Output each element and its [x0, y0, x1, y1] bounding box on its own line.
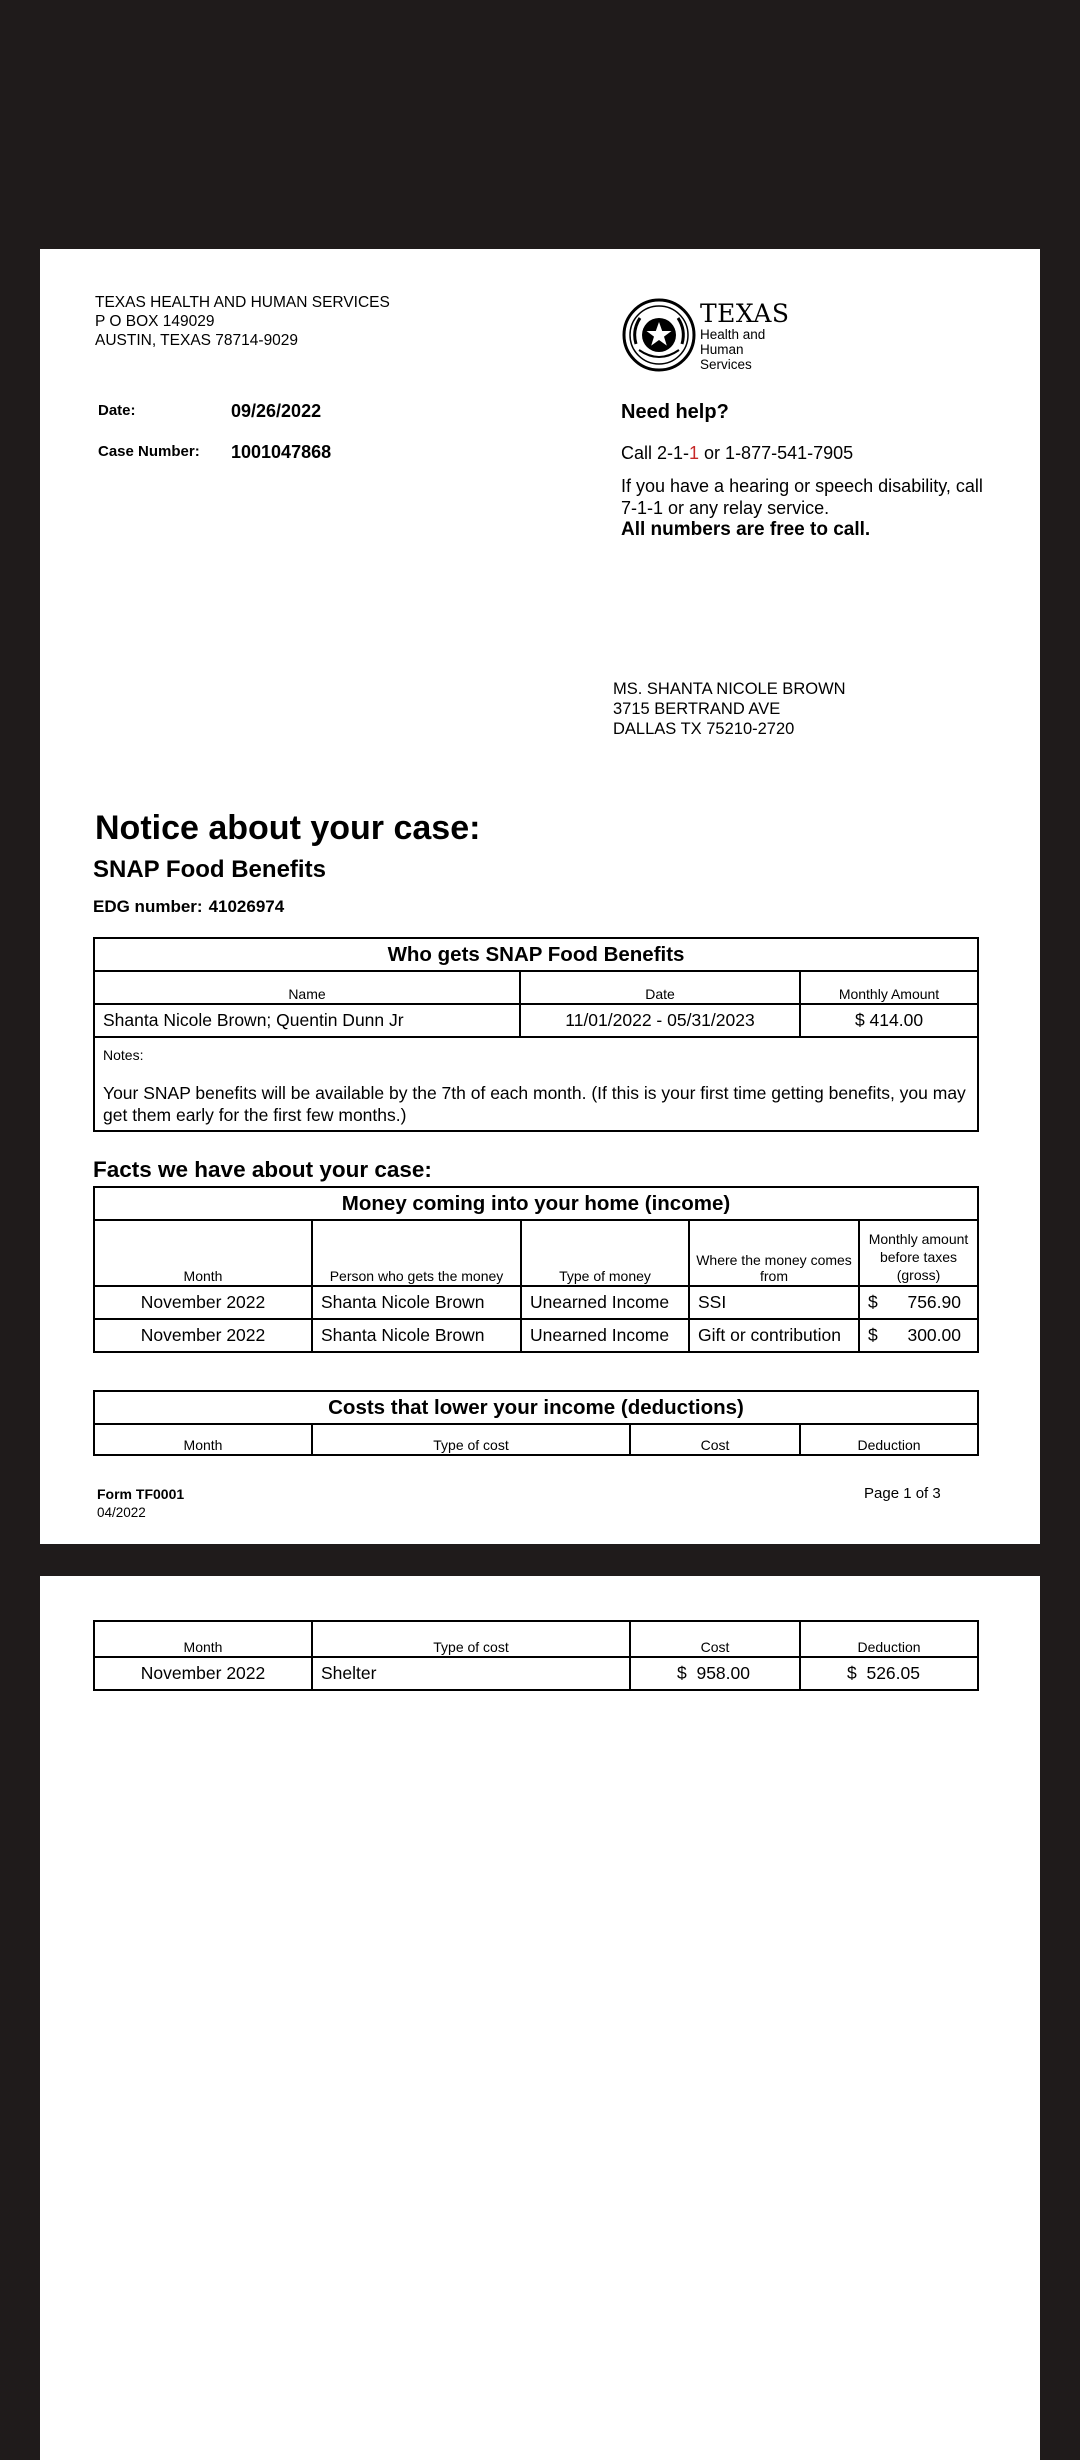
case-number-value: 1001047868 [231, 442, 332, 462]
recipient-address [613, 679, 846, 739]
deductions-caption: Costs that lower your income (deductions) [94, 1391, 978, 1424]
col-type-of-money: Type of money [521, 1220, 689, 1286]
col-deduction: Deduction [800, 1621, 978, 1657]
col-cost: Cost [630, 1424, 800, 1455]
deductions-table [93, 1390, 979, 1456]
table-row [94, 1319, 978, 1352]
recipient-street: 3715 BERTRAND AVE [613, 700, 781, 718]
case-number-label: Case Number: [98, 443, 200, 460]
col-date: Date [520, 971, 800, 1004]
notes-row [94, 1037, 978, 1131]
edg-number: EDG number: 41026974 [93, 897, 285, 916]
col-person: Person who gets the money [312, 1220, 521, 1286]
recipient-city: DALLAS TX 75210-2720 [613, 720, 795, 738]
logo-hhs-line1: Health and Human [700, 327, 766, 357]
logo-hhs-line2: Services [700, 357, 752, 372]
recipient-name: MS. SHANTA NICOLE BROWN [613, 680, 846, 698]
agency-po-box: P O BOX 149029 [95, 313, 215, 330]
notice-subtitle: SNAP Food Benefits [93, 856, 326, 883]
document-page-1 [40, 249, 1040, 1544]
texas-seal-icon [622, 298, 696, 372]
col-monthly-amount: Monthly Amount [800, 971, 978, 1004]
sender-address [95, 293, 390, 350]
income-source: Gift or contribution [689, 1319, 859, 1352]
help-relay: If you have a hearing or speech disability, call 7-1-1 or any relay service. [621, 476, 983, 518]
help-title: Need help? [621, 401, 729, 423]
monthly-amount: $ 414.00 [800, 1004, 978, 1037]
table-row [94, 1004, 978, 1037]
col-gross-amount: Monthly amount before taxes (gross) [859, 1220, 978, 1286]
income-type: Unearned Income [521, 1319, 689, 1352]
col-cost: Cost [630, 1621, 800, 1657]
notes-cell [94, 1037, 978, 1131]
hhs-logo [622, 297, 812, 375]
income-type: Unearned Income [521, 1286, 689, 1319]
help-phone: Call 2-1-1 or 1-877-541-7905 [621, 443, 854, 463]
deduction-type: Shelter [312, 1657, 630, 1690]
who-gets-caption: Who gets SNAP Food Benefits [94, 938, 978, 971]
deduction-month: November 2022 [94, 1657, 312, 1690]
document-page-2 [40, 1576, 1040, 2460]
income-table [93, 1186, 979, 1353]
agency-city: AUSTIN, TEXAS 78714-9029 [95, 332, 299, 349]
table-row [94, 1286, 978, 1319]
help-free-note: All numbers are free to call. [621, 519, 871, 540]
benefit-period: 11/01/2022 - 05/31/2023 [520, 1004, 800, 1037]
col-deduction: Deduction [800, 1424, 978, 1455]
income-caption: Money coming into your home (income) [94, 1187, 978, 1220]
col-name: Name [94, 971, 520, 1004]
col-source: Where the money comes from [689, 1220, 859, 1286]
income-amount: $ 756.90 [859, 1286, 978, 1319]
income-source: SSI [689, 1286, 859, 1319]
deduction-amount: $ 526.05 [800, 1657, 978, 1690]
page-number: Page 1 of 3 [864, 1485, 941, 1502]
form-date: 04/2022 [97, 1505, 146, 1520]
deductions-table-continued [93, 1620, 979, 1691]
notes-text: Your SNAP benefits will be available by the 7th of each month. (If this is your first time getting benefits, you may get them early for the first few months.) [103, 1083, 966, 1125]
income-person: Shanta Nicole Brown [312, 1319, 521, 1352]
recipients-name: Shanta Nicole Brown; Quentin Dunn Jr [94, 1004, 520, 1037]
notes-label: Notes: [103, 1047, 144, 1063]
table-row [94, 1657, 978, 1690]
col-month: Month [94, 1220, 312, 1286]
logo-texas: TEXAS [700, 299, 790, 328]
col-month: Month [94, 1424, 312, 1455]
col-type-of-cost: Type of cost [312, 1621, 630, 1657]
notice-title: Notice about your case: [95, 809, 481, 847]
who-gets-table [93, 937, 979, 1132]
facts-title: Facts we have about your case: [93, 1157, 432, 1182]
date-value: 09/26/2022 [231, 401, 322, 421]
income-month: November 2022 [94, 1319, 312, 1352]
date-label: Date: [98, 402, 136, 419]
income-person: Shanta Nicole Brown [312, 1286, 521, 1319]
col-type-of-cost: Type of cost [312, 1424, 630, 1455]
income-month: November 2022 [94, 1286, 312, 1319]
agency-name: TEXAS HEALTH AND HUMAN SERVICES [95, 294, 390, 311]
form-id: Form TF0001 [97, 1486, 185, 1502]
deduction-cost: $ 958.00 [630, 1657, 800, 1690]
col-month: Month [94, 1621, 312, 1657]
income-amount: $ 300.00 [859, 1319, 978, 1352]
